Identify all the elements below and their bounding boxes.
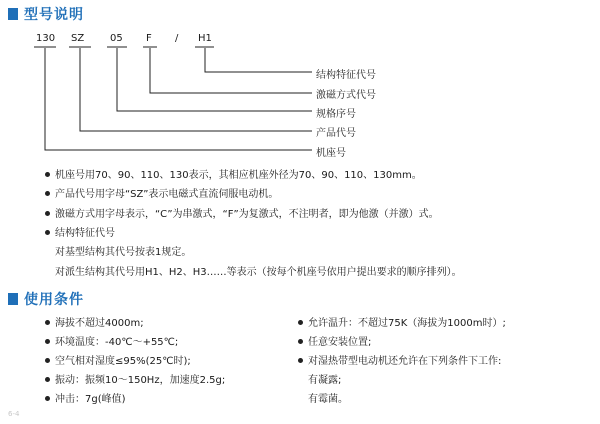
connector-product xyxy=(80,48,312,131)
bullet-icon xyxy=(45,396,50,401)
code-frame-number: 130 xyxy=(36,33,56,44)
condition-tropical: 对湿热带型电动机还允许在下列条件下工作: xyxy=(308,356,502,367)
section-title-model: 型号说明 xyxy=(24,7,84,23)
label-frame-number: 机座号 xyxy=(316,148,346,159)
note-structure-heading: 结构特征代号 xyxy=(55,228,115,239)
code-slash: / xyxy=(175,33,179,44)
note-structure-basic: 对基型结构其代号按表1规定。 xyxy=(55,247,192,258)
note-frame-number: 机座号用70、90、110、130表示，其相应机座外径为70、90、110、130mm。 xyxy=(55,170,422,181)
bullet-icon xyxy=(45,320,50,325)
label-structure-code: 结构特征代号 xyxy=(316,70,376,81)
bullet-icon xyxy=(45,211,50,216)
code-product: SZ xyxy=(71,33,85,44)
condition-condensation: 有凝露; xyxy=(308,375,342,386)
bullet-icon xyxy=(45,230,50,235)
connector-structure xyxy=(205,48,312,72)
note-excitation: 激磁方式用字母表示，“C”为串激式，“F”为复激式，不注明者，即为他激（并激）式。 xyxy=(55,209,439,220)
code-spec: 05 xyxy=(110,33,123,44)
condition-shock: 冲击：7g(峰值) xyxy=(55,394,126,405)
bullet-icon xyxy=(298,358,303,363)
condition-humidity: 空气相对湿度≤95%(25℃时); xyxy=(55,356,191,367)
condition-temperature: 环境温度：-40℃～+55℃; xyxy=(55,337,179,348)
bullet-icon xyxy=(298,320,303,325)
connector-spec xyxy=(117,48,312,111)
bullet-icon xyxy=(45,377,50,382)
condition-altitude: 海拔不超过4000m; xyxy=(55,318,144,329)
bullet-icon xyxy=(45,339,50,344)
connector-excitation xyxy=(150,48,312,93)
condition-mold: 有霉菌。 xyxy=(308,394,348,405)
bullet-icon xyxy=(45,172,50,177)
bullet-icon xyxy=(298,339,303,344)
section-header-conditions xyxy=(8,289,84,309)
note-product-code: 产品代号用字母“SZ”表示电磁式直流伺服电动机。 xyxy=(55,189,279,200)
label-product-code: 产品代号 xyxy=(316,128,356,139)
label-excitation-code: 激磁方式代号 xyxy=(316,90,376,101)
bullet-icon xyxy=(45,358,50,363)
condition-temp-rise: 允许温升：不超过75K（海拔为1000m时）; xyxy=(308,318,506,329)
code-structure: H1 xyxy=(198,33,212,44)
section-title-conditions: 使用条件 xyxy=(24,292,84,308)
note-structure-derived: 对派生结构其代号用H1、H2、H3……等表示（按每个机座号依用户提出要求的顺序排列）。 xyxy=(55,267,462,278)
condition-vibration: 振动：振频10～150Hz，加速度2.5g; xyxy=(55,375,226,386)
condition-mounting: 任意安装位置; xyxy=(308,337,372,348)
connector-frame xyxy=(45,48,312,150)
page-footer: 6-4 xyxy=(8,410,20,418)
bullet-icon xyxy=(45,191,50,196)
model-code-diagram xyxy=(0,0,600,170)
section-marker-icon xyxy=(8,293,18,305)
code-excitation: F xyxy=(146,33,152,44)
label-spec-number: 规格序号 xyxy=(316,109,356,120)
